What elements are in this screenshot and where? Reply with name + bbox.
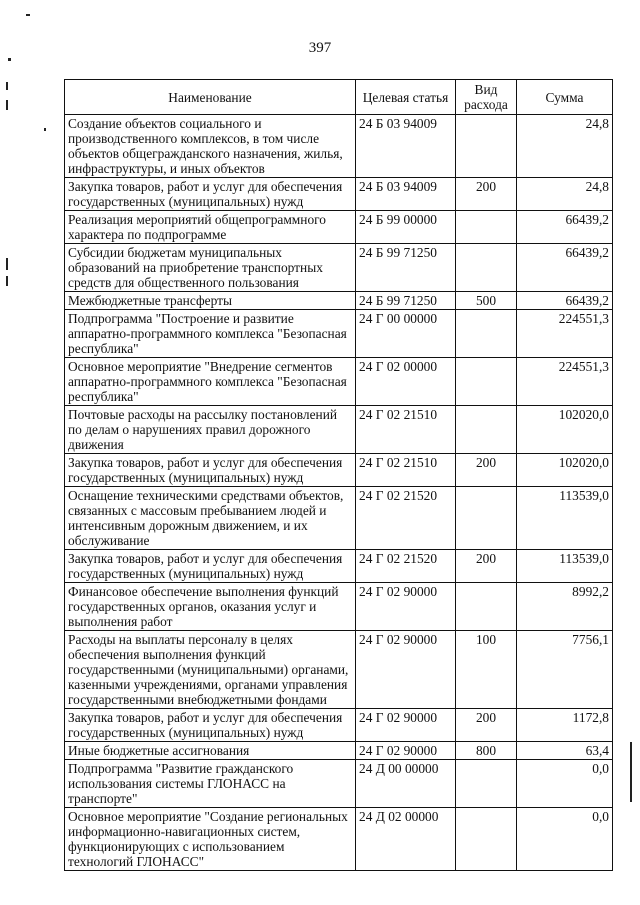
cell-sum: 66439,2 [517,244,613,292]
cell-sum: 7756,1 [517,631,613,709]
scan-artifact [26,14,30,16]
cell-name: Основное мероприятие "Создание региональных информационно-навигационных систем, функционирующих с использованием технологий ГЛОНАСС" [65,808,356,871]
cell-type [456,760,517,808]
table-row [65,178,613,211]
cell-name: Оснащение техническими средствами объектов, связанных с массовым пребыванием людей и интенсивным дорожным движением, и их обслуживание [65,487,356,550]
table-row [65,808,613,871]
cell-type [456,310,517,358]
cell-code: 24 Г 02 21520 [356,487,456,550]
scan-artifact [6,100,8,110]
cell-sum: 102020,0 [517,406,613,454]
table-row [65,583,613,631]
cell-type [456,358,517,406]
cell-code: 24 Г 02 00000 [356,358,456,406]
cell-code: 24 Г 00 00000 [356,310,456,358]
cell-type [456,211,517,244]
cell-name: Субсидии бюджетам муниципальных образований на приобретение транспортных средств для общественного пользования [65,244,356,292]
table-row [65,550,613,583]
table-row [65,211,613,244]
scan-artifact [6,258,8,270]
cell-sum: 102020,0 [517,454,613,487]
scan-artifact [8,58,11,61]
cell-name: Финансовое обеспечение выполнения функций государственных органов, оказания услуг и выполнения работ [65,583,356,631]
page-number: 397 [308,40,332,56]
cell-name: Подпрограмма "Построение и развитие аппаратно-программного комплекса "Безопасная республика" [65,310,356,358]
cell-code: 24 Г 02 21520 [356,550,456,583]
header-type: Вид расхода [456,80,517,115]
cell-type [456,808,517,871]
cell-code: 24 Г 02 21510 [356,454,456,487]
cell-code: 24 Г 02 21510 [356,406,456,454]
cell-sum: 24,8 [517,115,613,178]
cell-sum: 8992,2 [517,583,613,631]
table-row [65,358,613,406]
header-sum: Сумма [517,80,613,115]
table-row [65,709,613,742]
table-row [65,742,613,760]
cell-name: Межбюджетные трансферты [65,292,356,310]
cell-code: 24 Б 99 71250 [356,244,456,292]
table-row [65,487,613,550]
table-row [65,406,613,454]
cell-name: Основное мероприятие "Внедрение сегментов аппаратно-программного комплекса "Безопасная республика" [65,358,356,406]
cell-name: Иные бюджетные ассигнования [65,742,356,760]
scan-artifact [6,276,8,286]
cell-code: 24 Б 99 00000 [356,211,456,244]
table-row [65,760,613,808]
cell-name: Закупка товаров, работ и услуг для обеспечения государственных (муниципальных) нужд [65,178,356,211]
cell-code: 24 Б 99 71250 [356,292,456,310]
header-name: Наименование [65,80,356,115]
cell-type [456,244,517,292]
cell-sum: 0,0 [517,808,613,871]
cell-type: 200 [456,550,517,583]
cell-name: Расходы на выплаты персоналу в целях обеспечения выполнения функций государственными (муниципальными) органами, казенными учреждениями, органами управления государственными внебюджетными фондами [65,631,356,709]
cell-sum: 224551,3 [517,358,613,406]
cell-type: 800 [456,742,517,760]
table-row [65,310,613,358]
cell-type [456,115,517,178]
cell-type [456,487,517,550]
cell-type: 200 [456,454,517,487]
cell-code: 24 Д 00 00000 [356,760,456,808]
table-row [65,454,613,487]
cell-sum: 24,8 [517,178,613,211]
cell-sum: 224551,3 [517,310,613,358]
table-row [65,115,613,178]
header-code: Целевая статья [356,80,456,115]
cell-sum: 0,0 [517,760,613,808]
cell-code: 24 Д 02 00000 [356,808,456,871]
cell-name: Закупка товаров, работ и услуг для обеспечения государственных (муниципальных) нужд [65,454,356,487]
cell-code: 24 Г 02 90000 [356,583,456,631]
cell-type: 200 [456,709,517,742]
scan-artifact [6,82,8,90]
cell-sum: 113539,0 [517,550,613,583]
cell-sum: 66439,2 [517,292,613,310]
cell-sum: 1172,8 [517,709,613,742]
table-row [65,292,613,310]
table-row [65,631,613,709]
cell-type: 500 [456,292,517,310]
cell-type: 100 [456,631,517,709]
cell-sum: 63,4 [517,742,613,760]
cell-code: 24 Б 03 94009 [356,115,456,178]
cell-name: Создание объектов социального и производственного комплексов, в том числе объектов общегражданского назначения, жилья, инфраструктуры, и иных объектов [65,115,356,178]
cell-sum: 113539,0 [517,487,613,550]
cell-sum: 66439,2 [517,211,613,244]
cell-code: 24 Г 02 90000 [356,742,456,760]
table-body [65,115,613,871]
cell-name: Закупка товаров, работ и услуг для обеспечения государственных (муниципальных) нужд [65,550,356,583]
cell-code: 24 Б 03 94009 [356,178,456,211]
table-header-row [65,80,613,115]
cell-code: 24 Г 02 90000 [356,709,456,742]
cell-name: Почтовые расходы на рассылку постановлений по делам о нарушениях правил дорожного движения [65,406,356,454]
table-row [65,244,613,292]
scan-artifact [44,128,46,131]
scan-artifact [630,742,632,802]
cell-name: Реализация мероприятий общепрограммного характера по подпрограмме [65,211,356,244]
cell-type: 200 [456,178,517,211]
cell-type [456,583,517,631]
cell-name: Подпрограмма "Развитие гражданского использования системы ГЛОНАСС на транспорте" [65,760,356,808]
cell-name: Закупка товаров, работ и услуг для обеспечения государственных (муниципальных) нужд [65,709,356,742]
cell-code: 24 Г 02 90000 [356,631,456,709]
budget-table [64,79,613,871]
cell-type [456,406,517,454]
